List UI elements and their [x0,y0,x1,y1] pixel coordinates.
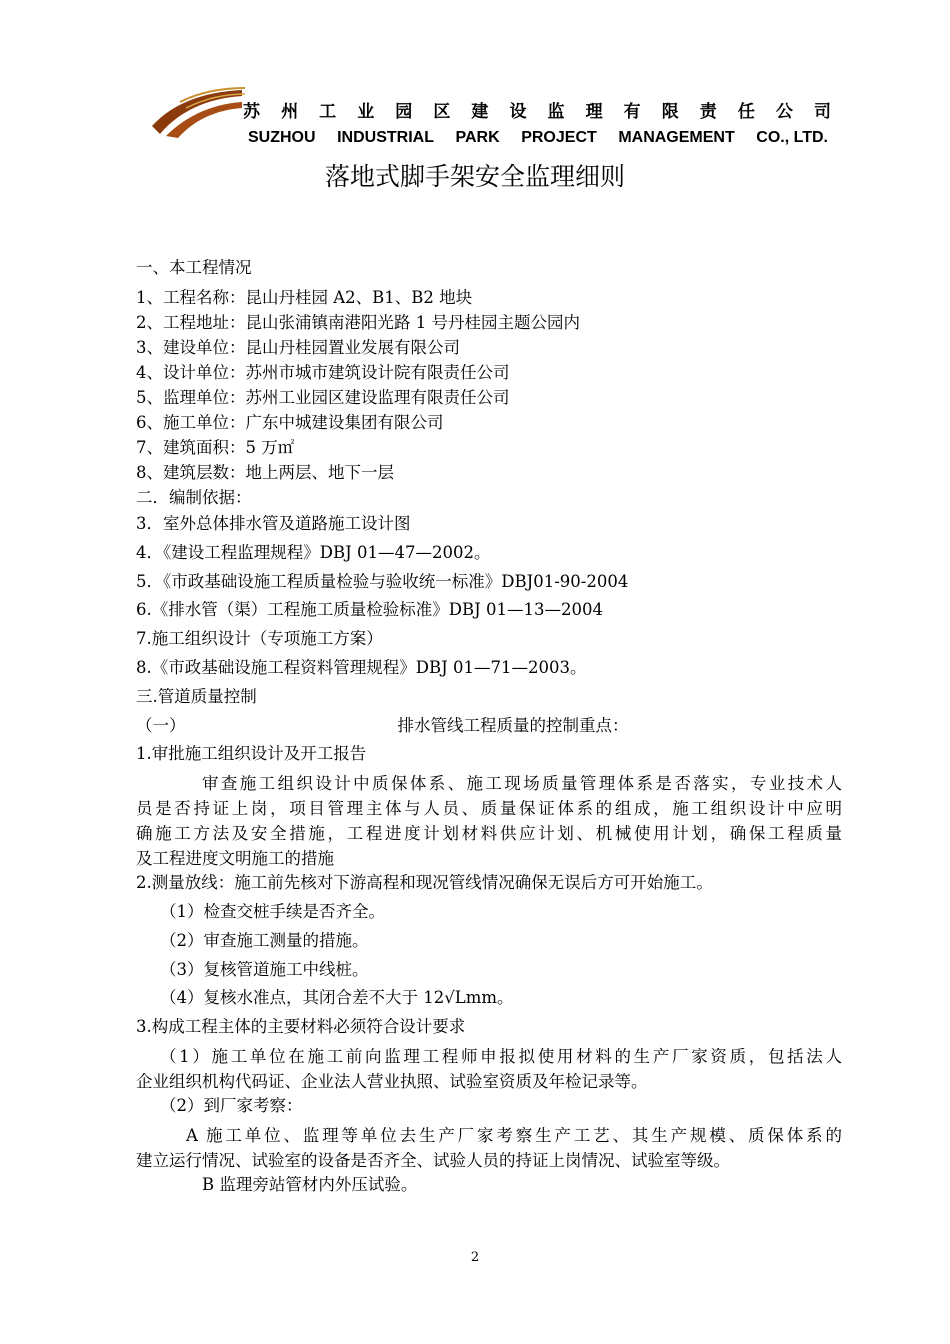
subsection-number: （一） [136,715,186,735]
reference-item: 5．《市政基础设施工程质量检验与验收统一标准》DBJ01-90-2004 [136,571,629,591]
document-body [136,255,842,1200]
reference-item: 6.《排水管（渠）工程施工质量检验标准》DBJ 01—13—2004 [136,600,603,620]
paragraph-line: 确施工方法及安全措施，工程进度计划材料供应计划、机械使用计划，确保工程质量 [136,824,842,844]
list-item: （2）审查施工测量的措施。 [160,930,369,950]
company-logo [150,86,245,138]
list-item: 2、工程地址：昆山张浦镇南港阳光路 1 号丹桂园主题公园内 [136,313,580,332]
company-name-char: 区 [433,102,451,122]
list-item: （2）到厂家考察： [160,1095,303,1115]
company-name-char: 设 [509,102,527,122]
reference-item: 8.《市政基础设施工程资料管理规程》DBJ 01—71—2003。 [136,657,587,677]
company-name-word: PARK [455,129,500,146]
company-name-char: 建 [471,102,489,122]
paragraph-line: A 施工单位、监理等单位去生产厂家考察生产工艺、其生产规模、质保体系的 [186,1125,842,1145]
subsection-title: 排水管线工程质量的控制重点： [397,715,629,735]
paragraph-line: 审查施工组织设计中质保体系、施工现场质量管理体系是否落实，专业技术人 [202,774,842,794]
list-item: 5、监理单位：苏州工业园区建设监理有限责任公司 [136,388,510,407]
document-title: 落地式脚手架安全监理细则 [324,162,625,191]
company-name-char: 有 [623,102,641,122]
paragraph-line: 建立运行情况、试验室的设备是否齐全、试验人员的持证上岗情况、试验室等级。 [136,1150,730,1170]
company-name-char: 司 [813,102,831,122]
company-name-word: MANAGEMENT [618,129,735,146]
paragraph-heading: 3.构成工程主体的主要材料必须符合设计要求 [136,1017,466,1037]
company-name-word: INDUSTRIAL [337,129,434,146]
reference-item: 3．室外总体排水管及道路施工设计图 [136,514,411,533]
list-item: （3）复核管道施工中线桩。 [160,959,369,979]
list-item: （4）复核水准点，其闭合差不大于 12√Lmm。 [160,988,514,1008]
paragraph-heading: 2.测量放线：施工前先核对下游高程和现况管线情况确保无误后方可开始施工。 [136,873,713,893]
section-heading: 二．编制依据： [136,488,252,507]
list-item: 8、建筑层数：地上两层、地下一层 [136,463,394,482]
list-item: 1、工程名称：昆山丹桂园 A2、B1、B2 地块 [136,288,473,307]
company-name-char: 责 [699,102,717,122]
company-name-char: 监 [547,102,565,122]
company-name-word: CO., LTD. [756,129,828,146]
list-item: （1）检查交桩手续是否齐全。 [160,901,385,921]
section-heading: 三.管道质量控制 [136,686,257,706]
company-name-word: PROJECT [521,129,597,146]
company-name-char: 苏 [243,102,260,122]
subsection-heading [136,712,842,741]
section-heading: 一、本工程情况 [136,258,252,277]
list-item: 3、建设单位：昆山丹桂园置业发展有限公司 [136,338,460,357]
company-name-char: 公 [775,102,793,122]
paragraph-line: 员是否持证上岗，项目管理主体与人员、质量保证体系的组成，施工组织设计中应明 [136,799,842,819]
paragraph-line: 及工程进度文明施工的措施 [136,849,334,869]
company-name-word: SUZHOU [248,129,316,146]
reference-item: 7.施工组织设计（专项施工方案） [136,629,383,649]
list-item: 7、建筑面积：5 万㎡ [136,438,295,457]
company-name-char: 州 [281,102,299,122]
reference-item: 4．《建设工程监理规程》DBJ 01—47—2002。 [136,542,491,562]
paragraph-line: （1）施工单位在施工前向监理工程师申报拟使用材料的生产厂家资质，包括法人 [160,1046,842,1066]
paragraph [136,769,842,869]
company-name-chinese [243,100,831,124]
company-name-char: 理 [585,102,603,122]
list-item: 6、施工单位：广东中城建设集团有限公司 [136,413,444,432]
paragraph-heading: 1.审批施工组织设计及开工报告 [136,744,367,764]
company-name-char: 园 [395,102,413,122]
paragraph-line: 企业组织机构代码证、企业法人营业执照、试验室资质及年检记录等。 [136,1071,648,1091]
company-name-char: 限 [661,102,679,122]
list-item: B 监理旁站管材内外压试验。 [202,1174,418,1194]
company-name-char: 任 [737,102,755,122]
company-name-char: 工 [319,102,337,122]
company-name-english [248,128,828,148]
page-number: 2 [470,1250,480,1265]
company-name-char: 业 [357,102,375,122]
list-item: 4、设计单位：苏州市城市建筑设计院有限责任公司 [136,363,510,382]
